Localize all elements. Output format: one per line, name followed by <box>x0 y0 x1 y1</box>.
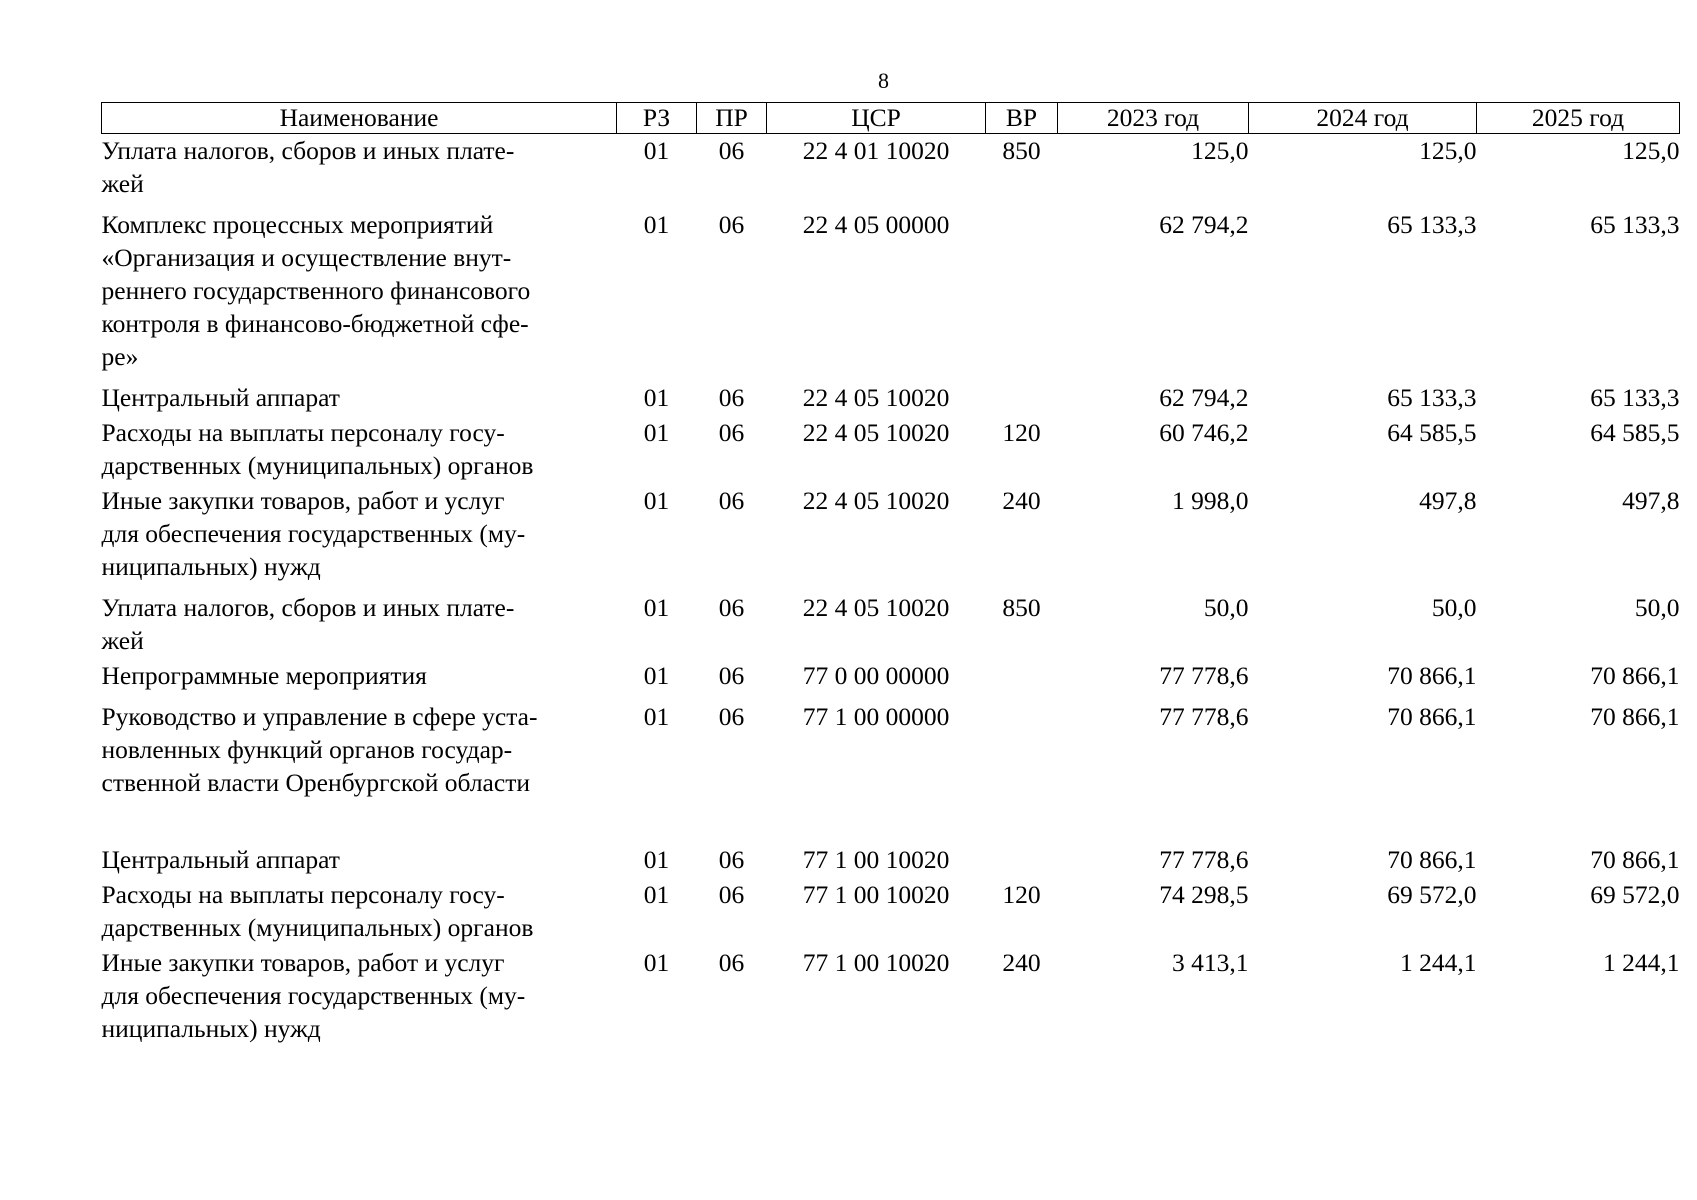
row-name <box>102 416 617 484</box>
row-2025: 70 866,1 <box>1590 661 1680 690</box>
row-pr: 06 <box>718 948 745 977</box>
header-csr: ЦСР <box>767 103 986 134</box>
table-row <box>102 200 1680 381</box>
row-vr: 120 <box>1002 880 1041 909</box>
table-row <box>102 878 1680 946</box>
row-name-line: Руководство и управление в сфере уста- <box>101 702 538 731</box>
header-2025: 2025 год <box>1477 103 1680 134</box>
table-header <box>102 103 1680 134</box>
row-name-line: Уплата налогов, сборов и иных плате- <box>101 593 515 622</box>
table-row <box>102 484 1680 591</box>
row-name-line: Непрограммные мероприятия <box>101 661 427 690</box>
row-csr: 22 4 05 00000 <box>802 210 950 239</box>
row-name-line: дарственных (муниципальных) органов <box>101 913 534 942</box>
row-name <box>102 200 617 381</box>
row-csr: 77 1 00 10020 <box>802 880 950 909</box>
row-rz: 01 <box>643 486 670 515</box>
row-rz: 01 <box>643 702 670 731</box>
row-vr: 850 <box>1002 136 1041 165</box>
row-2024: 69 572,0 <box>1387 880 1477 909</box>
row-2024: 50,0 <box>1431 593 1477 622</box>
row-2025: 69 572,0 <box>1590 880 1680 909</box>
row-name <box>102 134 617 201</box>
row-name-line: жей <box>101 169 144 198</box>
row-pr: 06 <box>718 661 745 690</box>
row-rz: 01 <box>643 210 670 239</box>
row-2024: 64 585,5 <box>1387 418 1477 447</box>
row-name-line: Центральный аппарат <box>101 383 340 412</box>
row-pr: 06 <box>718 593 745 622</box>
row-name-line: ниципальных) нужд <box>101 1014 321 1043</box>
row-rz: 01 <box>643 136 670 165</box>
row-rz: 01 <box>643 383 670 412</box>
page-number: 8 <box>878 68 889 93</box>
row-pr: 06 <box>718 486 745 515</box>
table-row <box>102 659 1680 700</box>
row-2023: 125,0 <box>1191 136 1249 165</box>
row-2024: 125,0 <box>1419 136 1477 165</box>
row-vr <box>986 843 1058 878</box>
row-name-line: жей <box>101 626 144 655</box>
row-name <box>102 878 617 946</box>
row-csr: 22 4 05 10020 <box>802 593 950 622</box>
row-2023: 60 746,2 <box>1159 418 1249 447</box>
row-vr: 240 <box>1002 486 1041 515</box>
row-2025: 70 866,1 <box>1590 702 1680 731</box>
row-name <box>102 591 617 659</box>
header-rz: РЗ <box>617 103 697 134</box>
row-csr: 77 0 00 00000 <box>802 661 950 690</box>
row-csr: 22 4 05 10020 <box>802 486 950 515</box>
row-name-line: Уплата налогов, сборов и иных плате- <box>101 136 515 165</box>
row-name <box>102 381 617 416</box>
row-vr <box>986 700 1058 843</box>
row-2025: 1 244,1 <box>1603 948 1680 977</box>
row-csr: 22 4 05 10020 <box>802 383 950 412</box>
row-2023: 74 298,5 <box>1159 880 1249 909</box>
row-name-line: ственной власти Оренбургской области <box>101 768 530 797</box>
header-2023: 2023 год <box>1058 103 1249 134</box>
row-pr: 06 <box>718 383 745 412</box>
row-2025: 65 133,3 <box>1590 383 1680 412</box>
row-pr: 06 <box>718 136 745 165</box>
row-2025: 65 133,3 <box>1590 210 1680 239</box>
row-name-line: дарственных (муниципальных) органов <box>101 451 534 480</box>
row-rz: 01 <box>643 593 670 622</box>
row-name-line: контроля в финансово-бюджетной сфе- <box>101 309 529 338</box>
row-vr <box>986 200 1058 381</box>
header-name: Наименование <box>102 103 617 134</box>
table-row <box>102 591 1680 659</box>
row-vr: 240 <box>1002 948 1041 977</box>
row-2024: 65 133,3 <box>1387 210 1477 239</box>
row-name <box>102 700 617 843</box>
row-name-line: реннего государственного финансового <box>101 276 531 305</box>
header-pr: ПР <box>697 103 767 134</box>
row-name <box>102 946 617 1045</box>
row-name-line: для обеспечения государственных (му- <box>101 981 526 1010</box>
row-2024: 1 244,1 <box>1400 948 1477 977</box>
table-row <box>102 381 1680 416</box>
row-2024: 70 866,1 <box>1387 702 1477 731</box>
table-row <box>102 700 1680 843</box>
row-csr: 77 1 00 00000 <box>802 702 950 731</box>
row-2023: 77 778,6 <box>1159 702 1249 731</box>
row-2025: 50,0 <box>1634 593 1680 622</box>
row-2025: 70 866,1 <box>1590 845 1680 874</box>
budget-table <box>101 102 1680 1045</box>
row-2024: 70 866,1 <box>1387 845 1477 874</box>
row-rz: 01 <box>643 661 670 690</box>
header-vr: ВР <box>986 103 1058 134</box>
row-2023: 62 794,2 <box>1159 383 1249 412</box>
row-name <box>102 484 617 591</box>
row-2024: 70 866,1 <box>1387 661 1477 690</box>
row-2023: 62 794,2 <box>1159 210 1249 239</box>
row-name-line: «Организация и осуществление внут- <box>101 243 512 272</box>
row-2023: 50,0 <box>1203 593 1249 622</box>
row-csr: 77 1 00 10020 <box>802 845 950 874</box>
row-rz: 01 <box>643 845 670 874</box>
row-name-line: Центральный аппарат <box>101 845 340 874</box>
row-csr: 22 4 01 10020 <box>802 136 950 165</box>
row-2023: 77 778,6 <box>1159 845 1249 874</box>
row-2025: 125,0 <box>1622 136 1680 165</box>
table-row <box>102 134 1680 201</box>
table-body <box>102 134 1680 1046</box>
row-name-line: Расходы на выплаты персоналу госу- <box>101 418 505 447</box>
row-vr: 120 <box>1002 418 1041 447</box>
row-name-line: Иные закупки товаров, работ и услуг <box>101 948 505 977</box>
row-2024: 65 133,3 <box>1387 383 1477 412</box>
row-vr <box>986 381 1058 416</box>
header-2024: 2024 год <box>1249 103 1477 134</box>
row-2025: 64 585,5 <box>1590 418 1680 447</box>
row-name <box>102 843 617 878</box>
row-rz: 01 <box>643 948 670 977</box>
row-csr: 77 1 00 10020 <box>802 948 950 977</box>
row-pr: 06 <box>718 702 745 731</box>
row-2024: 497,8 <box>1419 486 1477 515</box>
row-name-line: Расходы на выплаты персоналу госу- <box>101 880 505 909</box>
row-vr <box>986 659 1058 700</box>
row-name <box>102 659 617 700</box>
table-row <box>102 843 1680 878</box>
row-pr: 06 <box>718 418 745 447</box>
row-pr: 06 <box>718 210 745 239</box>
row-rz: 01 <box>643 418 670 447</box>
row-rz: 01 <box>643 880 670 909</box>
row-name-line: ниципальных) нужд <box>101 552 321 581</box>
table-row <box>102 946 1680 1045</box>
row-name-line: Комплекс процессных мероприятий <box>101 210 494 239</box>
row-name-line: новленных функций органов государ- <box>101 735 513 764</box>
row-2023: 3 413,1 <box>1172 948 1249 977</box>
row-2025: 497,8 <box>1622 486 1680 515</box>
row-name-line: Иные закупки товаров, работ и услуг <box>101 486 505 515</box>
row-name-line: для обеспечения государственных (му- <box>101 519 526 548</box>
table-row <box>102 416 1680 484</box>
row-2023: 1 998,0 <box>1172 486 1249 515</box>
row-2023: 77 778,6 <box>1159 661 1249 690</box>
header-row <box>102 103 1680 134</box>
row-pr: 06 <box>718 880 745 909</box>
row-vr: 850 <box>1002 593 1041 622</box>
row-csr: 22 4 05 10020 <box>802 418 950 447</box>
row-pr: 06 <box>718 845 745 874</box>
row-name-line: ре» <box>101 342 139 371</box>
